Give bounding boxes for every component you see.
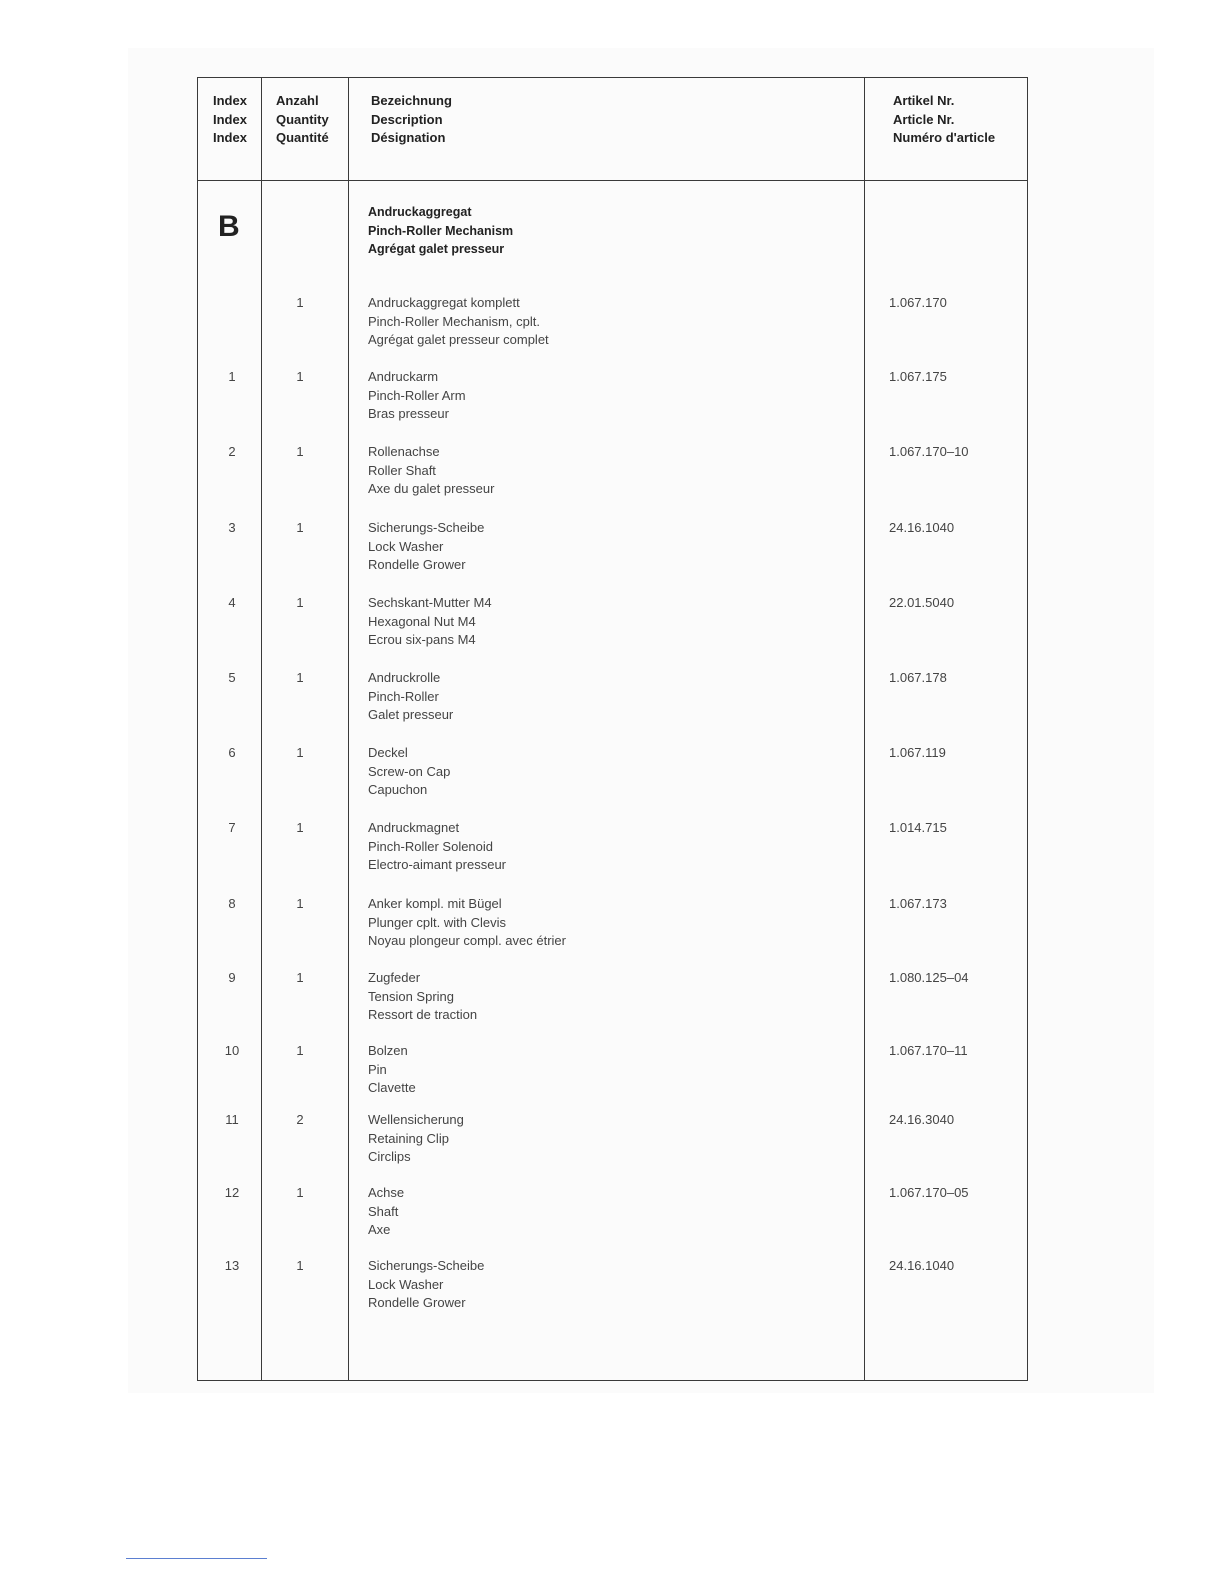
description-en: Plunger cplt. with Clevis — [368, 914, 506, 930]
description-fr: Galet presseur — [368, 707, 454, 723]
row-quantity: 1 — [296, 1185, 304, 1200]
row-description — [368, 294, 549, 350]
description-de: Wellensicherung — [368, 1112, 464, 1127]
table-row — [0, 594, 1224, 654]
header-description: Bezeichnung Description Désignation — [371, 93, 452, 145]
description-fr: Axe — [368, 1222, 391, 1238]
row-description — [368, 669, 453, 725]
description-de: Sicherungs-Scheibe — [368, 520, 485, 535]
row-article-number: 24.16.1040 — [889, 520, 955, 535]
row-quantity: 1 — [296, 295, 304, 310]
description-en: Retaining Clip — [368, 1130, 449, 1146]
header-article: Artikel Nr. Article Nr. Numéro d'article — [893, 93, 996, 145]
row-index: 8 — [228, 896, 236, 911]
row-article-number: 1.067.170 — [889, 295, 947, 310]
table-row — [0, 443, 1224, 503]
description-en: Screw-on Cap — [368, 763, 451, 779]
row-description — [368, 1042, 416, 1098]
row-quantity: 1 — [296, 745, 304, 760]
row-description — [368, 819, 506, 875]
row-quantity: 1 — [296, 896, 304, 911]
description-fr: Rondelle Grower — [368, 557, 466, 573]
table-row — [0, 294, 1224, 354]
description-en: Lock Washer — [368, 1276, 444, 1292]
description-fr: Agrégat galet presseur complet — [368, 332, 549, 348]
description-en: Pinch-Roller Arm — [368, 387, 466, 403]
row-index: 1 — [228, 369, 236, 384]
description-de: Anker kompl. mit Bügel — [368, 896, 502, 911]
row-article-number: 24.16.1040 — [889, 1258, 955, 1273]
row-article-number: 1.067.178 — [889, 670, 947, 685]
row-description — [368, 443, 494, 499]
header-index: Index Index Index — [213, 93, 247, 145]
description-de: Rollenachse — [368, 444, 440, 459]
row-quantity: 1 — [296, 1258, 304, 1273]
description-fr: Capuchon — [368, 782, 428, 798]
row-article-number: 1.014.715 — [889, 820, 947, 835]
row-index: 4 — [228, 595, 236, 610]
row-description — [368, 519, 484, 575]
description-en: Pinch-Roller Mechanism, cplt. — [368, 313, 540, 329]
row-index: 6 — [228, 745, 236, 760]
row-index: 7 — [228, 820, 236, 835]
description-fr: Ressort de traction — [368, 1007, 478, 1023]
description-fr: Electro-aimant presseur — [368, 857, 506, 873]
row-index: 5 — [228, 670, 236, 685]
description-fr: Noyau plongeur compl. avec étrier — [368, 933, 566, 949]
description-en: Hexagonal Nut M4 — [368, 613, 476, 629]
description-fr: Clavette — [368, 1080, 416, 1096]
row-article-number: 1.067.170–11 — [889, 1043, 968, 1058]
row-quantity: 1 — [296, 369, 304, 384]
description-fr: Bras presseur — [368, 406, 449, 422]
description-en: Shaft — [368, 1203, 399, 1219]
row-description — [368, 1257, 484, 1313]
description-fr: Circlips — [368, 1149, 411, 1165]
row-index: 9 — [228, 970, 236, 985]
table-row — [0, 1184, 1224, 1244]
row-article-number: 22.01.5040 — [889, 595, 955, 610]
description-en: Tension Spring — [368, 988, 454, 1004]
description-de: Sechskant-Mutter M4 — [368, 595, 492, 610]
description-de: Andruckaggregat komplett — [368, 295, 520, 310]
row-quantity: 1 — [296, 820, 304, 835]
description-en: Pin — [368, 1061, 387, 1077]
row-index: 3 — [228, 520, 236, 535]
row-quantity: 1 — [296, 1043, 304, 1058]
description-de: Sicherungs-Scheibe — [368, 1258, 485, 1273]
row-quantity: 1 — [296, 595, 304, 610]
row-article-number: 1.067.119 — [889, 745, 946, 760]
description-en: Pinch-Roller — [368, 688, 439, 704]
row-index: 10 — [224, 1043, 240, 1058]
description-de: Andruckmagnet — [368, 820, 460, 835]
description-en: Lock Washer — [368, 538, 444, 554]
row-description — [368, 744, 450, 800]
description-de: Andruckarm — [368, 369, 439, 384]
description-en: Pinch-Roller Solenoid — [368, 838, 494, 854]
row-article-number: 1.067.175 — [889, 369, 947, 384]
row-quantity: 1 — [296, 970, 304, 985]
table-row — [0, 368, 1224, 428]
description-de: Bolzen — [368, 1043, 408, 1058]
row-quantity: 1 — [296, 444, 304, 459]
row-index: 12 — [224, 1185, 240, 1200]
description-de: Achse — [368, 1185, 405, 1200]
footer-rule — [126, 1558, 267, 1559]
table-row — [0, 744, 1224, 804]
description-de: Andruckrolle — [368, 670, 441, 685]
table-row — [0, 895, 1224, 955]
row-index: 13 — [224, 1258, 240, 1273]
row-quantity: 1 — [296, 520, 304, 535]
table-row — [0, 1111, 1224, 1171]
description-de: Zugfeder — [368, 970, 421, 985]
table-row — [0, 819, 1224, 879]
row-description — [368, 969, 477, 1025]
row-article-number: 24.16.3040 — [889, 1112, 955, 1127]
table-row — [0, 1257, 1224, 1317]
row-article-number: 1.067.173 — [889, 896, 947, 911]
table-row — [0, 969, 1224, 1029]
row-index: 2 — [228, 444, 236, 459]
section-title: Andruckaggregat Pinch-Roller Mechanism Agrégat galet presseur — [368, 205, 514, 256]
table-row — [0, 519, 1224, 579]
section-letter: B — [218, 210, 240, 243]
row-article-number: 1.067.170–05 — [889, 1185, 969, 1200]
header-divider — [198, 180, 1027, 181]
table-row — [0, 669, 1224, 729]
row-description — [368, 895, 566, 951]
row-description — [368, 1111, 464, 1167]
description-fr: Axe du galet presseur — [368, 481, 495, 497]
description-fr: Ecrou six-pans M4 — [368, 632, 476, 648]
description-de: Deckel — [368, 745, 408, 760]
description-en: Roller Shaft — [368, 462, 436, 478]
row-article-number: 1.080.125–04 — [889, 970, 969, 985]
description-fr: Rondelle Grower — [368, 1295, 466, 1311]
row-index: 11 — [225, 1112, 239, 1127]
table-row — [0, 1042, 1224, 1102]
row-description — [368, 368, 466, 424]
row-quantity: 1 — [296, 670, 304, 685]
row-description — [368, 594, 492, 650]
row-quantity: 2 — [296, 1112, 304, 1127]
row-description — [368, 1184, 404, 1240]
header-quantity: Anzahl Quantity Quantité — [276, 93, 329, 145]
row-article-number: 1.067.170–10 — [889, 444, 969, 459]
